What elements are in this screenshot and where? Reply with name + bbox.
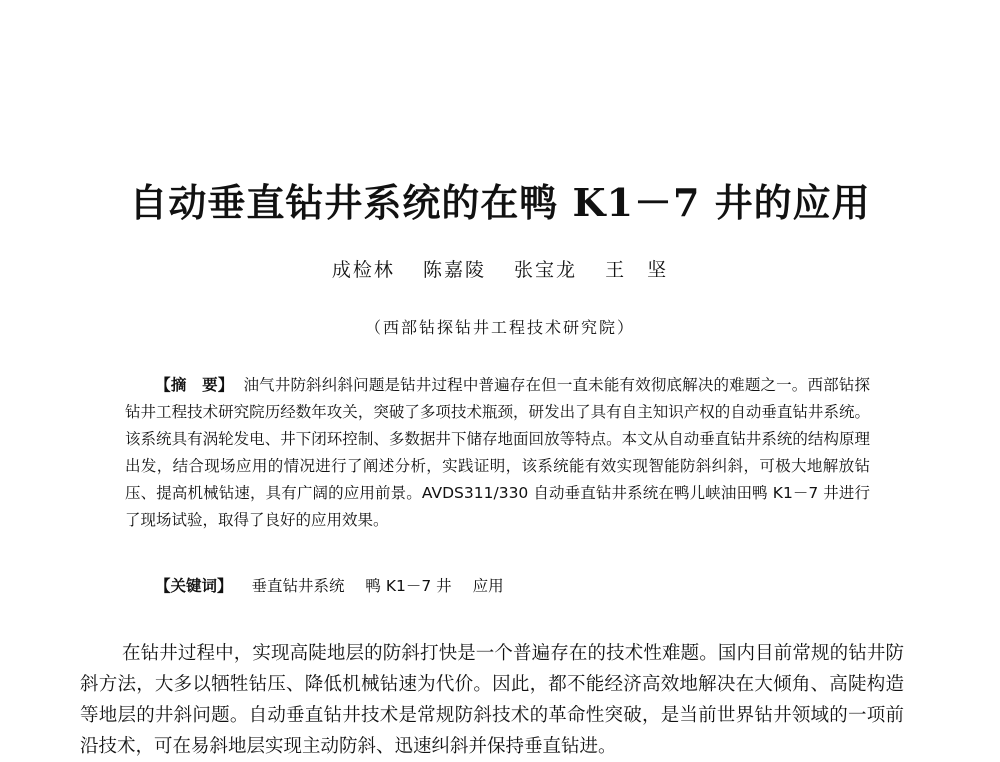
- author-name: 成检林: [331, 259, 395, 281]
- keyword: 鸭 K1－7 井: [365, 577, 452, 595]
- keyword: 垂直钻井系统: [251, 577, 345, 595]
- author-list: [0, 255, 1000, 282]
- paper-title: 自动垂直钻井系统的在鸭 K1－7 井的应用: [129, 180, 871, 225]
- abstract-label: 【摘 要】: [155, 376, 234, 394]
- author-name: 王 坚: [605, 259, 669, 281]
- abstract: [125, 372, 870, 534]
- author-name: 陈嘉陵: [422, 259, 486, 281]
- author-name: 张宝龙: [514, 259, 578, 281]
- keyword: 应用: [472, 577, 504, 595]
- affiliation: （西部钻探钻井工程技术研究院）: [364, 318, 635, 337]
- body-paragraph: 在钻井过程中，实现高陡地层的防斜打快是一个普遍存在的技术性难题。国内目前常规的钻井防斜方法，大多以牺牲钻压、降低机械钻速为代价。因此，都不能经济高效地解决在大倾角、高陡构造等地层的井斜问题。自动垂直钻井技术是常规防斜技术的革命性突破，是当前世界钻井领域的一项前沿技术，可在易斜地层实现主动防斜、迅速纠斜并保持垂直钻进。: [80, 643, 904, 757]
- keywords: [155, 574, 870, 596]
- keywords-label: 【关键词】: [155, 577, 233, 595]
- abstract-text: 油气井防斜纠斜问题是钻井过程中普遍存在但一直未能有效彻底解决的难题之一。西部钻探钻井工程技术研究院历经数年攻关，突破了多项技术瓶颈，研发出了具有自主知识产权的自动垂直钻井系统。该系统具有涡轮发电、井下闭环控制、多数据井下储存地面回放等特点。本文从自动垂直钻井系统的结构原理出发，结合现场应用的情况进行了阐述分析，实践证明，该系统能有效实现智能防斜纠斜，可极大地解放钻压、提高机械钻速，具有广阔的应用前景。AVDS311/330 自动垂直钻井系统在鸭儿峡油田鸭 K1－7 井进行了现场试验，取得了良好的应用效果。: [125, 376, 870, 529]
